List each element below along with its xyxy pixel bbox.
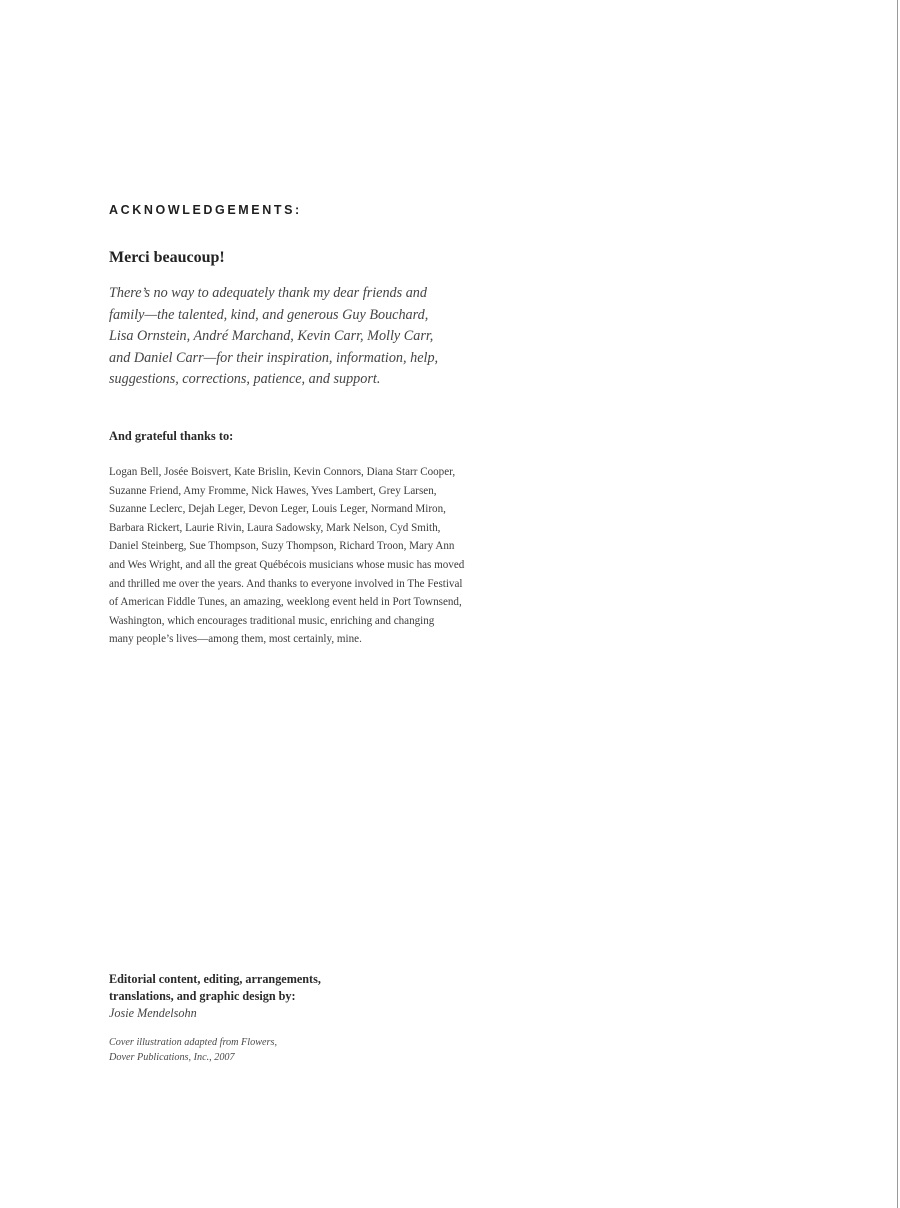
thanks-heading: And grateful thanks to: xyxy=(109,429,234,443)
thanks-line: Suzanne Leclerc, Dejah Leger, Devon Leger, Louis Leger, Normand Miron, xyxy=(109,503,446,516)
intro-line: and Daniel Carr—for their inspiration, information, help, xyxy=(109,349,439,366)
page-edge-line xyxy=(897,0,898,1208)
credits-name: Josie Mendelsohn xyxy=(109,1006,197,1020)
intro-paragraph xyxy=(109,283,449,391)
credits-line: translations, and graphic design by: xyxy=(109,989,296,1003)
thanks-line: Logan Bell, Josée Boisvert, Kate Brislin, Kevin Connors, Diana Starr Cooper, xyxy=(109,466,456,478)
subheading: Merci beaucoup! xyxy=(109,249,225,266)
intro-line: Lisa Ornstein, André Marchand, Kevin Carr, Molly Carr, xyxy=(109,328,434,344)
thanks-paragraph xyxy=(109,463,501,649)
thanks-line: Barbara Rickert, Laurie Rivin, Laura Sadowsky, Mark Nelson, Cyd Smith, xyxy=(109,521,441,534)
cover-note-line: Dover Publications, Inc., 2007 xyxy=(109,1051,235,1063)
section-heading: ACKNOWLEDGEMENTS: xyxy=(109,203,302,217)
intro-line: There’s no way to adequately thank my dear friends and xyxy=(109,285,427,301)
intro-line: suggestions, corrections, patience, and support. xyxy=(109,371,381,387)
thanks-line: of American Fiddle Tunes, an amazing, weeklong event held in Port Townsend, xyxy=(109,596,462,609)
thanks-line: Suzanne Friend, Amy Fromme, Nick Hawes, Yves Lambert, Grey Larsen, xyxy=(109,484,437,497)
cover-illustration-note xyxy=(109,1036,329,1065)
intro-line: family—the talented, kind, and generous Guy Bouchard, xyxy=(109,306,429,323)
thanks-line: Washington, which encourages traditional music, enriching and changing xyxy=(109,614,435,627)
credits-block xyxy=(109,971,369,1022)
thanks-line: and thrilled me over the years. And thanks to everyone involved in The Festival xyxy=(109,577,463,590)
thanks-line: many people’s lives—among them, most certainly, mine. xyxy=(109,633,362,646)
thanks-line: and Wes Wright, and all the great Québécois musicians whose music has moved xyxy=(109,558,465,571)
credits-line: Editorial content, editing, arrangements, xyxy=(109,972,321,986)
cover-note-line: Cover illustration adapted from Flowers, xyxy=(109,1037,277,1048)
thanks-line: Daniel Steinberg, Sue Thompson, Suzy Thompson, Richard Troon, Mary Ann xyxy=(109,540,455,553)
